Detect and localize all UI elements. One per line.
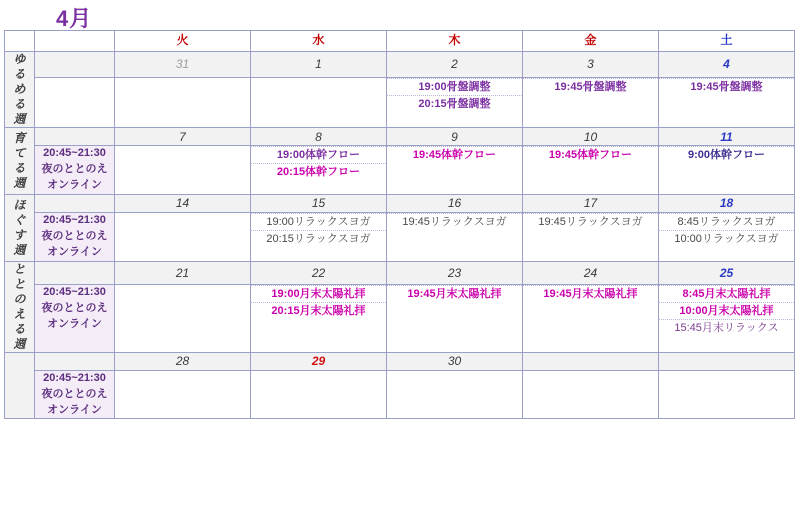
week-date-row [5, 261, 795, 284]
week-label-2 [5, 128, 35, 195]
class-event[interactable]: 19:45月末太陽礼拝 [523, 285, 658, 302]
header-tue: 火 [115, 31, 251, 52]
date-cell: 30 [387, 352, 523, 370]
online-session-cell[interactable] [35, 285, 115, 353]
date-cell: 21 [115, 261, 251, 284]
week-label-char: 週 [13, 112, 26, 126]
date-cell: 7 [115, 128, 251, 146]
date-cell: 3 [523, 52, 659, 78]
class-event[interactable]: 10:00月末太陽礼拝 [659, 303, 794, 320]
day-cell[interactable] [523, 285, 659, 353]
week-label-char: 育 [13, 130, 26, 145]
page-title: 4月 [56, 6, 93, 31]
date-cell: 9 [387, 128, 523, 146]
online-session-line3: オンライン [47, 403, 102, 416]
online-session-cell[interactable] [35, 370, 115, 419]
week-event-row [5, 146, 795, 195]
online-session-line3: オンライン [47, 178, 102, 191]
week-label-char: す [13, 227, 26, 242]
online-session-line1: 20:45~21:30 [43, 147, 106, 159]
online-session-line3: オンライン [47, 317, 102, 330]
week-label-char: る [13, 67, 26, 81]
online-session-line1: 20:45~21:30 [43, 213, 106, 226]
week-label-char: 週 [13, 175, 26, 190]
online-session-line1: 20:45~21:30 [43, 286, 106, 299]
header-wed: 水 [251, 31, 387, 52]
week-event-row [5, 212, 795, 261]
class-event[interactable]: 19:45骨盤調整 [659, 78, 794, 95]
day-cell[interactable] [523, 146, 659, 195]
week-label-char: ゆ [13, 52, 26, 66]
day-cell[interactable] [523, 212, 659, 261]
day-cell[interactable] [387, 212, 523, 261]
date-cell [523, 352, 659, 370]
schedule-table [4, 30, 795, 419]
class-event[interactable]: 10:00リラックスヨガ [674, 232, 779, 245]
class-event[interactable]: 9:00体幹フロー [659, 146, 794, 163]
day-cell[interactable] [387, 146, 523, 195]
class-event[interactable]: 8:45リラックスヨガ [659, 213, 794, 231]
class-event[interactable]: 19:45リラックスヨガ [387, 213, 522, 230]
week-label-char: と [13, 261, 26, 276]
week-label-char: る [13, 160, 26, 175]
online-session-line2: 夜のととのえ [41, 301, 108, 314]
week-label-char: ほ [13, 197, 26, 212]
date-cell: 22 [251, 261, 387, 284]
class-event[interactable]: 20:15月末太陽礼拝 [271, 305, 366, 318]
online-session-line1: 20:45~21:30 [43, 371, 106, 384]
class-event[interactable]: 19:00体幹フロー [251, 146, 386, 164]
day-cell-tue[interactable] [115, 77, 251, 127]
header-sat: 土 [659, 31, 795, 52]
date-row-session-spacer [35, 261, 115, 284]
class-event[interactable]: 20:15リラックスヨガ [266, 232, 371, 245]
day-cell[interactable] [659, 146, 795, 195]
week-event-row [5, 77, 795, 127]
date-cell: 16 [387, 194, 523, 212]
class-event[interactable]: 19:00骨盤調整 [387, 78, 522, 96]
date-row-session-spacer [35, 352, 115, 370]
class-event[interactable]: 8:45月末太陽礼拝 [659, 285, 794, 303]
online-session-line2: 夜のととのえ [41, 387, 108, 400]
date-cell: 28 [115, 352, 251, 370]
week-label-char: え [13, 306, 26, 321]
class-event[interactable]: 19:45骨盤調整 [523, 78, 658, 95]
day-cell-tue[interactable] [115, 285, 251, 353]
week-label-char: の [13, 291, 26, 306]
week-date-row [5, 128, 795, 146]
week-label-3 [5, 194, 35, 261]
day-cell-tue[interactable] [115, 146, 251, 195]
week-date-row [5, 194, 795, 212]
date-cell: 11 [659, 128, 795, 146]
class-event[interactable]: 19:45体幹フロー [387, 146, 522, 163]
header-fri: 金 [523, 31, 659, 52]
day-cell[interactable] [523, 370, 659, 419]
header-week-col [5, 31, 35, 52]
online-session-cell [35, 77, 115, 127]
day-cell[interactable] [659, 212, 795, 261]
day-cell[interactable] [251, 146, 387, 195]
day-cell-tue[interactable] [115, 212, 251, 261]
day-cell[interactable] [387, 285, 523, 353]
date-cell: 31 [115, 52, 251, 78]
day-cell[interactable] [387, 370, 523, 419]
day-cell[interactable] [659, 77, 795, 127]
week-event-row [5, 285, 795, 353]
day-cell[interactable] [659, 370, 795, 419]
date-cell: 8 [251, 128, 387, 146]
date-cell: 24 [523, 261, 659, 284]
day-cell[interactable] [387, 77, 523, 127]
class-event[interactable]: 19:45月末太陽礼拝 [387, 285, 522, 302]
date-cell: 4 [659, 52, 795, 78]
date-row-session-spacer [35, 194, 115, 212]
date-cell: 1 [251, 52, 387, 78]
week-label-char: る [13, 321, 26, 336]
online-session-line2: 夜のととのえ [41, 162, 108, 175]
date-row-session-spacer [35, 128, 115, 146]
day-cell[interactable] [251, 212, 387, 261]
week-label-4 [5, 261, 35, 352]
date-row-session-spacer [35, 52, 115, 78]
day-cell[interactable] [251, 370, 387, 419]
date-cell: 15 [251, 194, 387, 212]
week-label-1 [5, 52, 35, 128]
class-event[interactable]: 19:00リラックスヨガ [251, 213, 386, 231]
class-event[interactable]: 19:45体幹フロー [523, 146, 658, 163]
day-cell[interactable] [251, 77, 387, 127]
week-date-row [5, 352, 795, 370]
week-label-5 [5, 352, 35, 419]
week-label-char: ぐ [13, 212, 26, 227]
class-event[interactable]: 20:15骨盤調整 [418, 97, 491, 110]
day-cell[interactable] [251, 285, 387, 353]
online-session-line2: 夜のととのえ [41, 229, 108, 242]
date-cell: 10 [523, 128, 659, 146]
date-cell: 23 [387, 261, 523, 284]
date-cell: 14 [115, 194, 251, 212]
header-thu: 木 [387, 31, 523, 52]
class-event[interactable]: 20:15体幹フロー [276, 166, 361, 178]
online-session-line3: オンライン [47, 245, 102, 258]
week-label-char: 週 [13, 242, 26, 257]
week-label-char: る [13, 97, 26, 111]
online-session-cell[interactable] [35, 146, 115, 195]
week-label-char: め [13, 82, 26, 96]
date-cell: 25 [659, 261, 795, 284]
day-cell[interactable] [523, 77, 659, 127]
week-date-row [5, 52, 795, 78]
day-cell-tue[interactable] [115, 370, 251, 419]
class-event[interactable]: 19:00月末太陽礼拝 [251, 285, 386, 303]
date-cell: 29 [251, 352, 387, 370]
week-event-row [5, 370, 795, 419]
class-event[interactable]: 19:45リラックスヨガ [523, 213, 658, 230]
date-cell: 18 [659, 194, 795, 212]
header-session-col [35, 31, 115, 52]
date-cell [659, 352, 795, 370]
online-session-cell[interactable] [35, 212, 115, 261]
class-event[interactable]: 15:45月末リラックス [674, 322, 779, 335]
week-label-char: 週 [13, 336, 26, 351]
table-header-row [5, 31, 795, 52]
date-cell: 17 [523, 194, 659, 212]
week-label-char: て [13, 145, 26, 160]
date-cell: 2 [387, 52, 523, 78]
day-cell[interactable] [659, 285, 795, 353]
week-label-char: と [13, 276, 26, 291]
